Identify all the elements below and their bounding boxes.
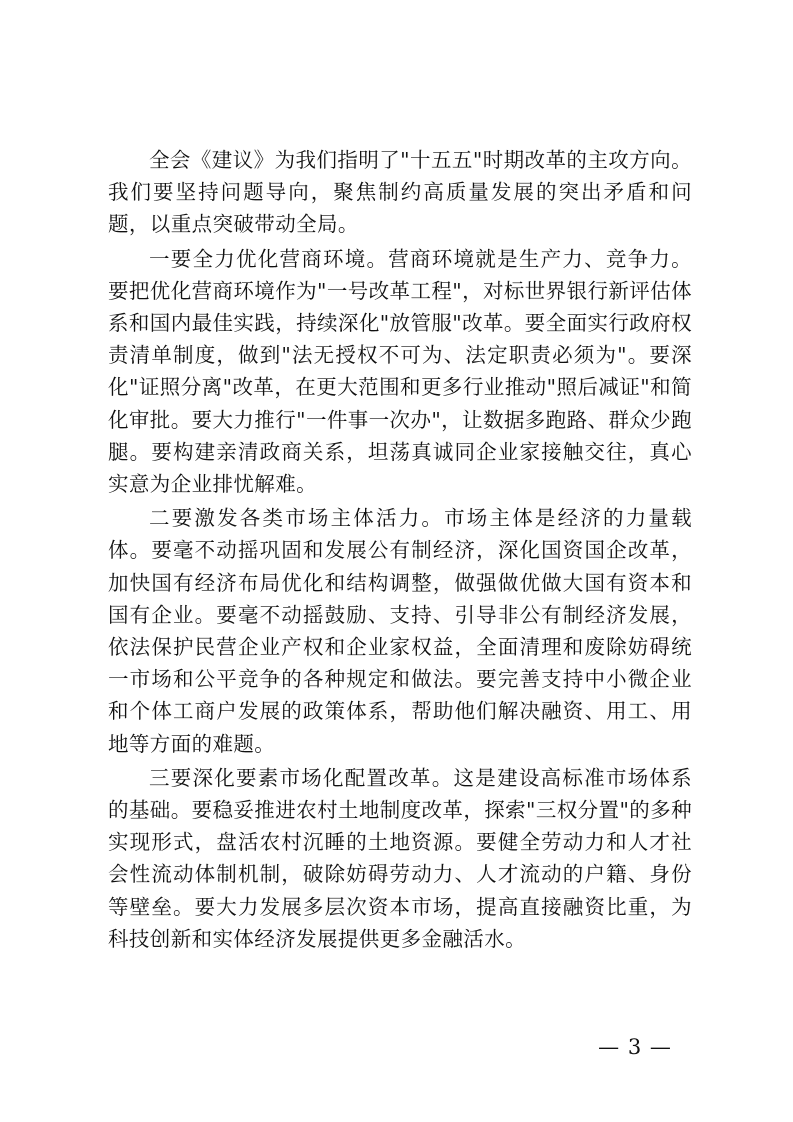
paragraph-intro: 全会《建议》为我们指明了"十五五"时期改革的主攻方向。我们要坚持问题导向，聚焦制约高质量发展的突出矛盾和问题，以重点突破带动全局。 bbox=[108, 148, 692, 237]
paragraph-market-entities: 二要激发各类市场主体活力。市场主体是经济的力量载体。要毫不动摇巩固和发展公有制经济，深化国资国企改革，加快国有经济布局优化和结构调整，做强做优做大国有资本和国有企业。要毫不动摇鼓励、支持、引导非公有制经济发展，依法保护民营企业产权和企业家权益，全面清理和废除妨碍统一市场和公平竞争的各种规定和做法。要完善支持中小微企业和个体工商户发展的政策体系，帮助他们解决融资、用工、用地等方面的难题。 bbox=[108, 506, 692, 756]
paragraph-business-environment: 一要全力优化营商环境。营商环境就是生产力、竞争力。要把优化营商环境作为"一号改革工程"，对标世界银行新评估体系和国内最佳实践，持续深化"放管服"改革。要全面实行政府权责清单制度，做到"法无授权不可为、法定职责必须为"。要深化"证照分离"改革，在更大范围和更多行业推动"照后减证"和简化审批。要大力推行"一件事一次办"，让数据多跑路、群众少跑腿。要构建亲清政商关系，坦荡真诚同企业家接触交往，真心实意为企业排忧解难。 bbox=[108, 246, 692, 497]
paragraph-factor-markets: 三要深化要素市场化配置改革。这是建设高标准市场体系的基础。要稳妥推进农村土地制度改革，探索"三权分置"的多种实现形式，盘活农村沉睡的土地资源。要健全劳动力和人才社会性流动体制机制，破除妨碍劳动力、人才流动的户籍、身份等壁垒。要大力发展多层次资本市场，提高直接融资比重，为科技创新和实体经济发展提供更多金融活水。 bbox=[108, 765, 692, 951]
page-number: — 3 — bbox=[598, 1035, 672, 1059]
document-body bbox=[108, 144, 692, 957]
